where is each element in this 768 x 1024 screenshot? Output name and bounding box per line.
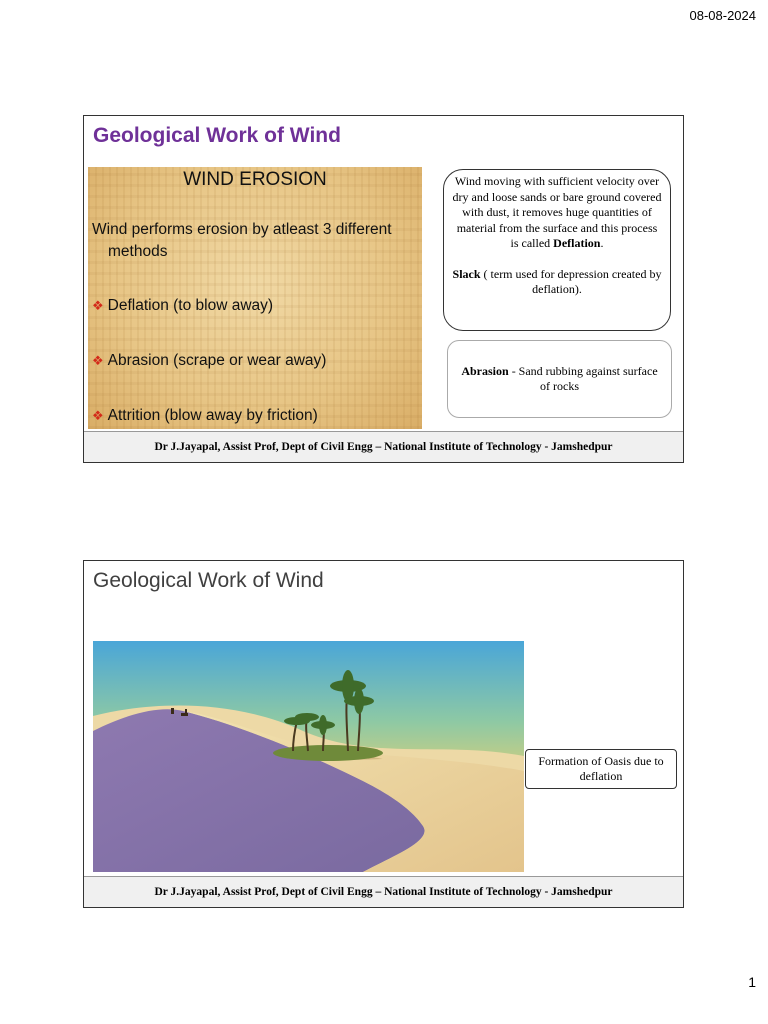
panel-intro bbox=[92, 219, 422, 263]
deflation-text: Wind moving with sufficient velocity over dry and loose sands or bare ground covered with dust, it removes huge quantities of material from the surface and this process is called bbox=[452, 174, 662, 250]
slack-term: Slack bbox=[452, 266, 481, 281]
abrasion-text: - Sand rubbing against surface of rocks bbox=[508, 363, 658, 393]
oasis-caption: Formation of Oasis due to deflation bbox=[525, 749, 677, 789]
slack-paragraph bbox=[452, 267, 662, 298]
desert-oasis-svg bbox=[93, 641, 524, 872]
slide-footer: Dr J.Jayapal, Assist Prof, Dept of Civil Engg – National Institute of Technology - Jamshedpur bbox=[84, 431, 683, 462]
slide-2 bbox=[83, 560, 684, 908]
deflation-term: Deflation bbox=[553, 236, 601, 250]
slide-footer: Dr J.Jayapal, Assist Prof, Dept of Civil Engg – National Institute of Technology - Jamshedpur bbox=[84, 876, 683, 907]
slack-text: ( term used for depression created by deflation). bbox=[480, 266, 662, 296]
wind-erosion-panel bbox=[88, 167, 422, 429]
deflation-note bbox=[443, 169, 671, 331]
diamond-bullet-icon: ❖ bbox=[92, 298, 104, 313]
desert-oasis-illustration bbox=[93, 641, 524, 872]
bullet-item bbox=[92, 297, 273, 315]
bullet-text: Abrasion (scrape or wear away) bbox=[107, 352, 327, 369]
bullet-item bbox=[92, 352, 326, 370]
intro-line-2: methods bbox=[108, 243, 168, 260]
slide-title: Geological Work of Wind bbox=[93, 569, 324, 592]
slide-title: Geological Work of Wind bbox=[93, 124, 341, 147]
diamond-bullet-icon: ❖ bbox=[92, 408, 104, 423]
page-number: 1 bbox=[748, 974, 756, 990]
bullet-text: Deflation (to blow away) bbox=[107, 297, 274, 314]
diamond-bullet-icon: ❖ bbox=[92, 353, 104, 368]
intro-line-1: Wind performs erosion by atleast 3 different bbox=[92, 221, 392, 238]
bullet-item bbox=[92, 407, 318, 425]
panel-heading: WIND EROSION bbox=[183, 169, 327, 190]
deflation-end: . bbox=[600, 236, 604, 250]
bullet-text: Attrition (blow away by friction) bbox=[107, 407, 318, 424]
abrasion-term: Abrasion bbox=[461, 363, 509, 378]
abrasion-paragraph bbox=[456, 364, 663, 395]
deflation-paragraph bbox=[452, 174, 662, 252]
slide-1 bbox=[83, 115, 684, 463]
page-date: 08-08-2024 bbox=[689, 8, 756, 23]
abrasion-note bbox=[447, 340, 672, 418]
oasis-vegetation bbox=[273, 745, 383, 761]
